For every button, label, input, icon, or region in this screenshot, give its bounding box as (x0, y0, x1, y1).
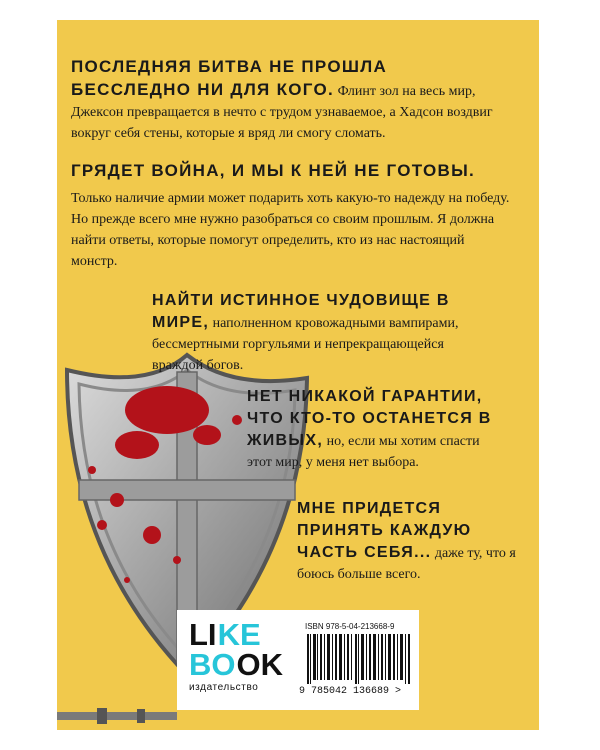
logo-part-ke: KE (217, 617, 261, 652)
text-block-4-lead: НЕТ НИКАКОЙ ГАРАНТИИ, ЧТО КТО-ТО ОСТАНЕТСЯ В ЖИВЫХ, (247, 388, 492, 449)
text-block-4-body: но, если мы хотим спасти этот мир, у меня нет выбора. (247, 434, 480, 470)
publisher-logo (189, 617, 299, 700)
text-block-2 (71, 160, 511, 272)
logo-part-li: LI (189, 617, 217, 652)
publisher-subtitle: издательство (189, 682, 259, 693)
logo-part-ok: OK (236, 647, 283, 682)
text-block-5 (297, 498, 517, 585)
spear-illustration (57, 700, 187, 730)
text-block-1-body: Флинт зол на весь мир, Джексон превращается в нечто с трудом узнаваемое, а Хадсон воздвиг вокруг себя стены, которые я вряд ли смогу сломать. (71, 84, 493, 141)
text-block-5-body: даже ту, что я боюсь больше всего. (297, 546, 516, 582)
text-block-2-lead: ГРЯДЕТ ВОЙНА, И МЫ К НЕЙ НЕ ГОТОВЫ. (71, 161, 476, 180)
text-block-1-lead: ПОСЛЕДНЯЯ БИТВА НЕ ПРОШЛА БЕССЛЕДНО НИ ДЛЯ КОГО. (71, 57, 388, 99)
isbn-text: ISBN 978-5-04-213668-9 (305, 622, 395, 631)
barcode-panel (177, 610, 419, 710)
barcode-icon (307, 634, 411, 684)
text-block-4 (247, 386, 507, 473)
text-block-3 (152, 290, 492, 376)
logo-part-bo: BO (189, 647, 236, 682)
text-block-3-body: наполненном кровожадными вампирами, бессмертными горгульями и непрекращающейся враждой богов. (152, 316, 459, 373)
book-back-cover (57, 20, 539, 730)
text-block-1 (71, 56, 511, 144)
text-block-3-lead: НАЙТИ ИСТИННОЕ ЧУДОВИЩЕ В МИРЕ, (152, 292, 450, 331)
barcode-digits: 9 785042 136689 > (299, 686, 402, 697)
text-block-2-body: Только наличие армии может подарить хоть какую-то надежду на победу. Но прежде всего мне нужно разобраться со своим прошлым. Я должна найти ответы, которые помогут определить, кто из нас настоящий монстр. (71, 191, 510, 269)
text-block-5-lead: МНЕ ПРИДЕТСЯ ПРИНЯТЬ КАЖДУЮ ЧАСТЬ СЕБЯ... (297, 500, 472, 561)
